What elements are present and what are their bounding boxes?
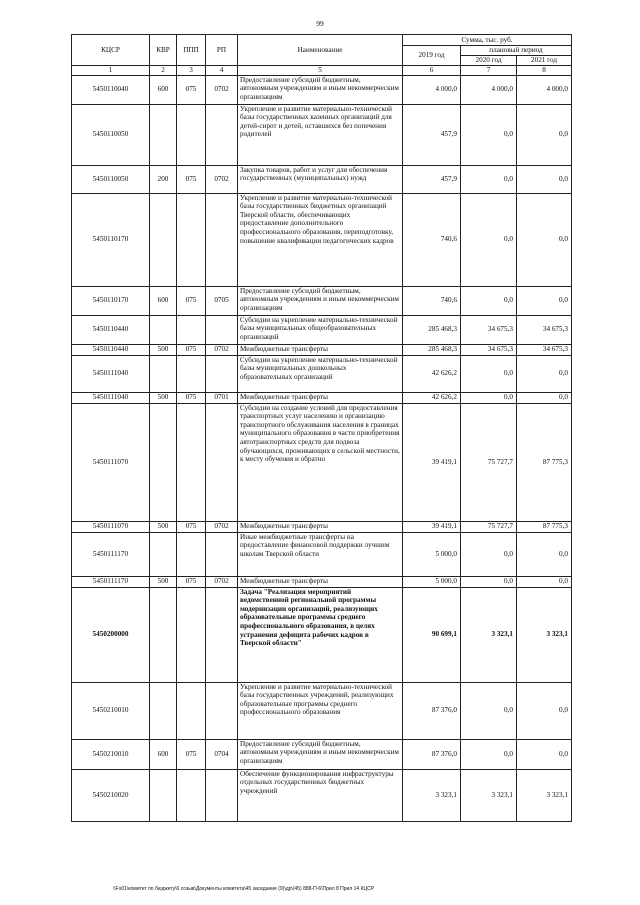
table-row bbox=[72, 165, 572, 193]
table-row bbox=[72, 403, 572, 521]
column-number: 1 bbox=[72, 66, 150, 76]
amount-2020-cell: 3 323,1 bbox=[461, 587, 517, 682]
kcsr-cell: 5450111040 bbox=[72, 392, 150, 403]
table-row bbox=[72, 521, 572, 532]
header-rp: РП bbox=[206, 35, 238, 66]
kcsr-cell: 5450110440 bbox=[72, 344, 150, 355]
kvr-cell bbox=[150, 769, 177, 821]
table-row bbox=[72, 104, 572, 165]
ppp-cell: 075 bbox=[177, 344, 206, 355]
rp-cell: 0702 bbox=[206, 344, 238, 355]
file-path-footer: \\Fs01\комитет по бюджету\6 созыв\Документы комитета\45 заседание (9)\др\(45) 888-П-6\Прил 8 Прил 14 КЦСР bbox=[113, 886, 375, 892]
kcsr-cell: 5450111170 bbox=[72, 576, 150, 587]
amount-2020-cell: 34 675,3 bbox=[461, 344, 517, 355]
table-row bbox=[72, 344, 572, 355]
amount-2020-cell: 0,0 bbox=[461, 355, 517, 392]
amount-2019-cell: 39 419,1 bbox=[403, 403, 461, 521]
amount-2021-cell: 0,0 bbox=[517, 532, 572, 576]
kvr-cell bbox=[150, 315, 177, 344]
kcsr-cell: 5450210020 bbox=[72, 769, 150, 821]
kcsr-cell: 5450210010 bbox=[72, 682, 150, 739]
amount-2019-cell: 42 626,2 bbox=[403, 392, 461, 403]
header-kcsr: КЦСР bbox=[72, 35, 150, 66]
name-cell: Задача "Реализация мероприятий ведомственной региональной программы модернизации организаций, реализующих образовательные программы среднего профессионального образования, в целях устранения дефицита рабочих кадров в Тверской области" bbox=[238, 587, 403, 682]
ppp-cell: 075 bbox=[177, 392, 206, 403]
name-cell: Предоставление субсидий бюджетным, автономным учреждениям и иным некоммерческим организациям bbox=[238, 739, 403, 769]
ppp-cell bbox=[177, 193, 206, 286]
kcsr-cell: 5450110440 bbox=[72, 315, 150, 344]
amount-2021-cell: 0,0 bbox=[517, 165, 572, 193]
table-row bbox=[72, 193, 572, 286]
rp-cell bbox=[206, 769, 238, 821]
name-cell: Межбюджетные трансферты bbox=[238, 521, 403, 532]
column-number: 6 bbox=[403, 66, 461, 76]
kvr-cell: 600 bbox=[150, 739, 177, 769]
name-cell: Межбюджетные трансферты bbox=[238, 576, 403, 587]
kcsr-cell: 5450111070 bbox=[72, 521, 150, 532]
amount-2019-cell: 39 419,1 bbox=[403, 521, 461, 532]
amount-2019-cell: 285 468,3 bbox=[403, 344, 461, 355]
kvr-cell bbox=[150, 682, 177, 739]
amount-2021-cell: 0,0 bbox=[517, 392, 572, 403]
ppp-cell: 075 bbox=[177, 75, 206, 104]
ppp-cell bbox=[177, 403, 206, 521]
name-cell: Укрепление и развитие материально-технической базы государственных казенных организаций для детей-сирот и детей, оставшихся без попечения родителей bbox=[238, 104, 403, 165]
header-ppp: ППП bbox=[177, 35, 206, 66]
name-cell: Закупка товаров, работ и услуг для обеспечения государственных (муниципальных) нужд bbox=[238, 165, 403, 193]
amount-2021-cell: 34 675,3 bbox=[517, 344, 572, 355]
amount-2020-cell: 0,0 bbox=[461, 682, 517, 739]
amount-2019-cell: 5 000,0 bbox=[403, 532, 461, 576]
ppp-cell bbox=[177, 532, 206, 576]
rp-cell bbox=[206, 104, 238, 165]
kvr-cell bbox=[150, 532, 177, 576]
amount-2020-cell: 0,0 bbox=[461, 739, 517, 769]
kvr-cell bbox=[150, 193, 177, 286]
name-cell: Укрепление и развитие материально-технической базы государственных бюджетных организаций Тверской области, обеспечивающих предоставление дополнительного профессионального образования, переподготовку, повышение квалификации педагогических кадров bbox=[238, 193, 403, 286]
rp-cell bbox=[206, 193, 238, 286]
kcsr-cell: 5450200000 bbox=[72, 587, 150, 682]
kvr-cell bbox=[150, 403, 177, 521]
amount-2020-cell: 0,0 bbox=[461, 165, 517, 193]
kcsr-cell: 5450110050 bbox=[72, 104, 150, 165]
kcsr-cell: 5450111170 bbox=[72, 532, 150, 576]
amount-2021-cell: 3 323,1 bbox=[517, 769, 572, 821]
header-2020: 2020 год bbox=[461, 56, 517, 66]
header-plan-period: плановый период bbox=[461, 46, 572, 56]
name-cell: Предоставление субсидий бюджетным, автономным учреждениям и иным некоммерческим организациям bbox=[238, 75, 403, 104]
amount-2020-cell: 3 323,1 bbox=[461, 769, 517, 821]
table-row bbox=[72, 682, 572, 739]
amount-2020-cell: 0,0 bbox=[461, 104, 517, 165]
amount-2019-cell: 285 468,3 bbox=[403, 315, 461, 344]
kcsr-cell: 5450111070 bbox=[72, 403, 150, 521]
table-row bbox=[72, 587, 572, 682]
rp-cell: 0702 bbox=[206, 521, 238, 532]
header-2021: 2021 год bbox=[517, 56, 572, 66]
page-number: 99 bbox=[316, 19, 324, 28]
ppp-cell: 075 bbox=[177, 286, 206, 315]
name-cell: Обеспечение функционирования инфраструктуры отдельных государственных бюджетных учреждений bbox=[238, 769, 403, 821]
rp-cell: 0702 bbox=[206, 576, 238, 587]
column-number: 3 bbox=[177, 66, 206, 76]
ppp-cell bbox=[177, 355, 206, 392]
amount-2021-cell: 0,0 bbox=[517, 355, 572, 392]
ppp-cell: 075 bbox=[177, 521, 206, 532]
kcsr-cell: 5450210010 bbox=[72, 739, 150, 769]
amount-2019-cell: 457,9 bbox=[403, 104, 461, 165]
amount-2019-cell: 87 376,0 bbox=[403, 682, 461, 739]
column-number: 8 bbox=[517, 66, 572, 76]
kvr-cell: 500 bbox=[150, 521, 177, 532]
rp-cell bbox=[206, 403, 238, 521]
rp-cell: 0702 bbox=[206, 75, 238, 104]
amount-2020-cell: 0,0 bbox=[461, 193, 517, 286]
table-row bbox=[72, 739, 572, 769]
kvr-cell: 600 bbox=[150, 286, 177, 315]
amount-2020-cell: 75 727,7 bbox=[461, 403, 517, 521]
amount-2020-cell: 75 727,7 bbox=[461, 521, 517, 532]
amount-2021-cell: 0,0 bbox=[517, 682, 572, 739]
name-cell: Межбюджетные трансферты bbox=[238, 392, 403, 403]
ppp-cell bbox=[177, 587, 206, 682]
amount-2020-cell: 0,0 bbox=[461, 392, 517, 403]
header-kvr: КВР bbox=[150, 35, 177, 66]
rp-cell: 0705 bbox=[206, 286, 238, 315]
name-cell: Иные межбюджетные трансферты на предоставление финансовой поддержки лучшим школам Тверской области bbox=[238, 532, 403, 576]
name-cell: Предоставление субсидий бюджетным, автономным учреждениям и иным некоммерческим организациям bbox=[238, 286, 403, 315]
table-row bbox=[72, 355, 572, 392]
name-cell: Межбюджетные трансферты bbox=[238, 344, 403, 355]
column-number: 2 bbox=[150, 66, 177, 76]
rp-cell bbox=[206, 682, 238, 739]
name-cell: Субсидии на укрепление материально-технической базы муниципальных общеобразовательных организаций bbox=[238, 315, 403, 344]
budget-table bbox=[71, 34, 572, 822]
amount-2021-cell: 87 775,3 bbox=[517, 403, 572, 521]
amount-2021-cell: 0,0 bbox=[517, 739, 572, 769]
table-row bbox=[72, 75, 572, 104]
column-number-row bbox=[72, 66, 572, 76]
ppp-cell bbox=[177, 682, 206, 739]
amount-2019-cell: 5 000,0 bbox=[403, 576, 461, 587]
table-row bbox=[72, 769, 572, 821]
amount-2021-cell: 87 775,3 bbox=[517, 521, 572, 532]
kcsr-cell: 5450111040 bbox=[72, 355, 150, 392]
column-number: 7 bbox=[461, 66, 517, 76]
rp-cell bbox=[206, 315, 238, 344]
kvr-cell: 200 bbox=[150, 165, 177, 193]
amount-2019-cell: 740,6 bbox=[403, 193, 461, 286]
table-row bbox=[72, 315, 572, 344]
ppp-cell: 075 bbox=[177, 576, 206, 587]
amount-2020-cell: 4 000,0 bbox=[461, 75, 517, 104]
amount-2021-cell: 0,0 bbox=[517, 193, 572, 286]
rp-cell: 0704 bbox=[206, 739, 238, 769]
amount-2019-cell: 740,6 bbox=[403, 286, 461, 315]
kvr-cell: 500 bbox=[150, 344, 177, 355]
kvr-cell bbox=[150, 355, 177, 392]
amount-2021-cell: 0,0 bbox=[517, 286, 572, 315]
amount-2021-cell: 4 000,0 bbox=[517, 75, 572, 104]
amount-2021-cell: 0,0 bbox=[517, 104, 572, 165]
rp-cell bbox=[206, 587, 238, 682]
column-number: 4 bbox=[206, 66, 238, 76]
rp-cell: 0702 bbox=[206, 165, 238, 193]
ppp-cell bbox=[177, 769, 206, 821]
amount-2019-cell: 90 699,1 bbox=[403, 587, 461, 682]
kcsr-cell: 5450110170 bbox=[72, 193, 150, 286]
kcsr-cell: 5450110050 bbox=[72, 165, 150, 193]
amount-2020-cell: 0,0 bbox=[461, 286, 517, 315]
ppp-cell: 075 bbox=[177, 739, 206, 769]
table-row bbox=[72, 576, 572, 587]
kcsr-cell: 5450110170 bbox=[72, 286, 150, 315]
kvr-cell: 600 bbox=[150, 75, 177, 104]
column-number: 5 bbox=[238, 66, 403, 76]
kvr-cell: 500 bbox=[150, 576, 177, 587]
amount-2019-cell: 4 000,0 bbox=[403, 75, 461, 104]
name-cell: Субсидии на создание условий для предоставления транспортных услуг населению и организацию транспортного обслуживания населения в границах муниципального образования в части приобретения автотранспортных средств для подвоза обучающихся, проживающих в сельской местности, к месту обучения и обратно bbox=[238, 403, 403, 521]
rp-cell bbox=[206, 532, 238, 576]
kvr-cell bbox=[150, 587, 177, 682]
amount-2020-cell: 34 675,3 bbox=[461, 315, 517, 344]
table-row bbox=[72, 532, 572, 576]
ppp-cell bbox=[177, 315, 206, 344]
amount-2019-cell: 42 626,2 bbox=[403, 355, 461, 392]
amount-2019-cell: 3 323,1 bbox=[403, 769, 461, 821]
ppp-cell bbox=[177, 104, 206, 165]
amount-2021-cell: 3 323,1 bbox=[517, 587, 572, 682]
amount-2019-cell: 457,9 bbox=[403, 165, 461, 193]
amount-2021-cell: 0,0 bbox=[517, 576, 572, 587]
header-name: Наименование bbox=[238, 35, 403, 66]
amount-2020-cell: 0,0 bbox=[461, 576, 517, 587]
kcsr-cell: 5450110040 bbox=[72, 75, 150, 104]
kvr-cell bbox=[150, 104, 177, 165]
name-cell: Субсидии на укрепление материально-технической базы муниципальных дошкольных образовательных организаций bbox=[238, 355, 403, 392]
amount-2021-cell: 34 675,3 bbox=[517, 315, 572, 344]
header-2019: 2019 год bbox=[403, 46, 461, 66]
amount-2020-cell: 0,0 bbox=[461, 532, 517, 576]
rp-cell bbox=[206, 355, 238, 392]
amount-2019-cell: 87 376,0 bbox=[403, 739, 461, 769]
table-row bbox=[72, 392, 572, 403]
name-cell: Укрепление и развитие материально-технической базы государственных учреждений, реализующих образовательные программы среднего профессионального образования bbox=[238, 682, 403, 739]
kvr-cell: 500 bbox=[150, 392, 177, 403]
ppp-cell: 075 bbox=[177, 165, 206, 193]
header-sum: Сумма, тыс. руб. bbox=[403, 35, 572, 46]
rp-cell: 0701 bbox=[206, 392, 238, 403]
table-row bbox=[72, 286, 572, 315]
